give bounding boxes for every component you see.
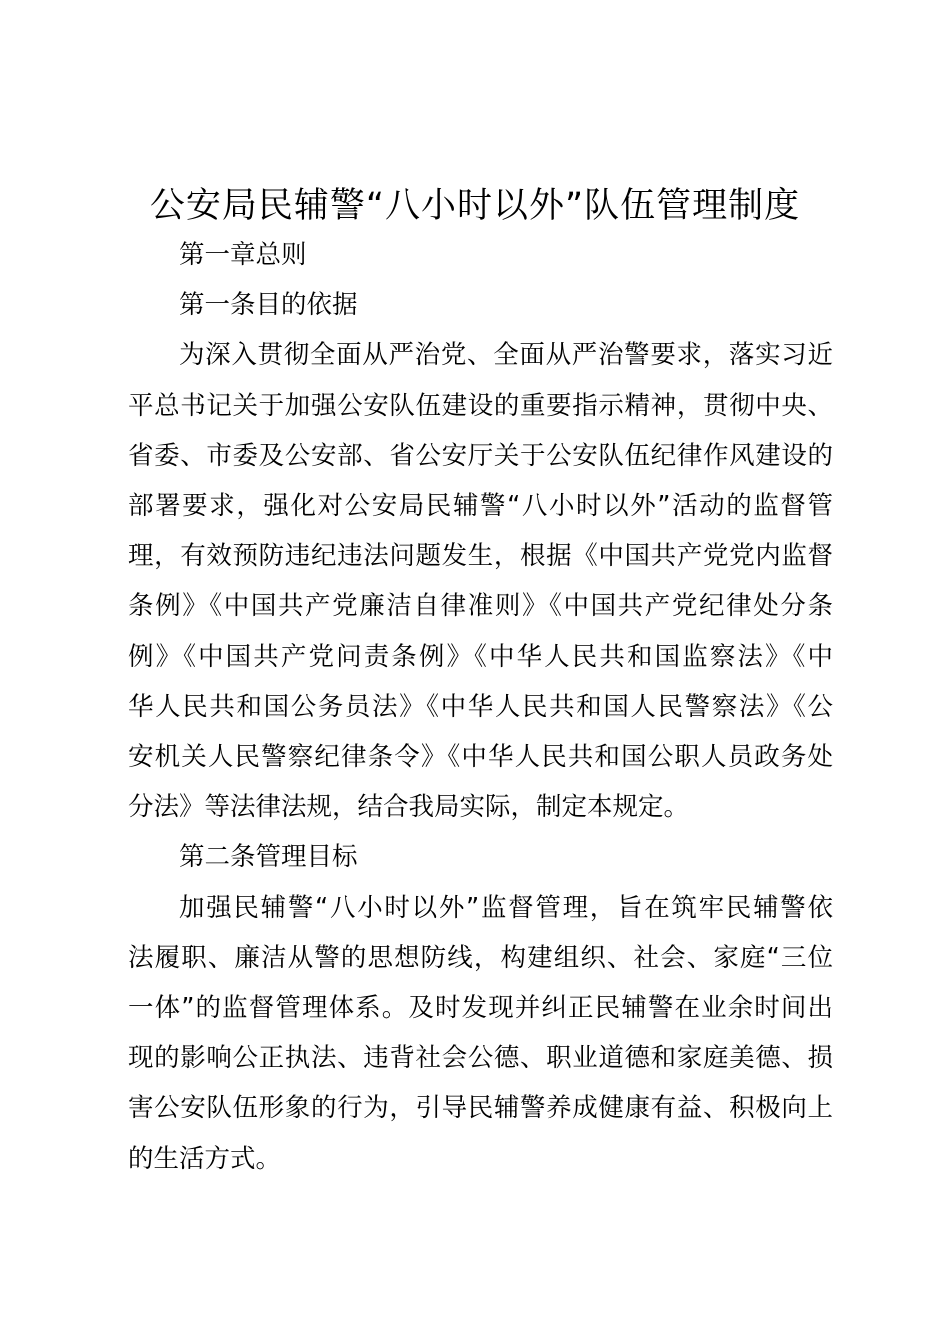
article-2-paragraph	[128, 883, 833, 1184]
paragraph-line: 华人民共和国公务员法》《中华人民共和国人民警察法》《公	[128, 691, 833, 722]
paragraph-line: 理，有效预防违纪违法问题发生，根据《中国共产党党内监督	[128, 541, 833, 572]
paragraph-line: 害公安队伍形象的行为，引导民辅警养成健康有益、积极向上	[128, 1093, 833, 1124]
paragraph-line: 法履职、廉洁从警的思想防线，构建组织、社会、家庭“三位	[128, 942, 833, 973]
paragraph-line: 省委、市委及公安部、省公安厅关于公安队伍纪律作风建设的	[128, 440, 833, 471]
paragraph-line: 现的影响公正执法、违背社会公德、职业道德和家庭美德、损	[128, 1043, 833, 1074]
document-title: 公安局民辅警“八小时以外”队伍管理制度	[149, 186, 801, 226]
paragraph-line: 为深入贯彻全面从严治党、全面从严治警要求，落实习近	[179, 340, 833, 371]
paragraph-line: 例》《中国共产党问责条例》《中华人民共和国监察法》《中	[128, 641, 833, 672]
article-2-heading: 第二条管理目标	[179, 842, 358, 873]
document-body	[128, 230, 833, 1184]
chapter-heading: 第一章总则	[179, 240, 307, 270]
paragraph-line: 一体”的监督管理体系。及时发现并纠正民辅警在业余时间出	[128, 993, 833, 1024]
paragraph-line: 加强民辅警“八小时以外”监督管理，旨在筑牢民辅警依	[179, 892, 833, 923]
paragraph-line: 部署要求，强化对公安局民辅警“八小时以外”活动的监督管	[128, 491, 833, 522]
paragraph-line: 平总书记关于加强公安队伍建设的重要指示精神，贯彻中央、	[128, 390, 833, 421]
paragraph-line: 安机关人民警察纪律条令》《中华人民共和国公职人员政务处	[128, 742, 833, 773]
article-1-heading: 第一条目的依据	[179, 290, 358, 321]
paragraph-line: 分法》等法律法规，结合我局实际，制定本规定。	[128, 792, 690, 823]
paragraph-line: 条例》《中国共产党廉洁自律准则》《中国共产党纪律处分条	[128, 591, 833, 622]
paragraph-line: 的生活方式。	[128, 1143, 282, 1174]
article-1-paragraph	[128, 330, 833, 832]
